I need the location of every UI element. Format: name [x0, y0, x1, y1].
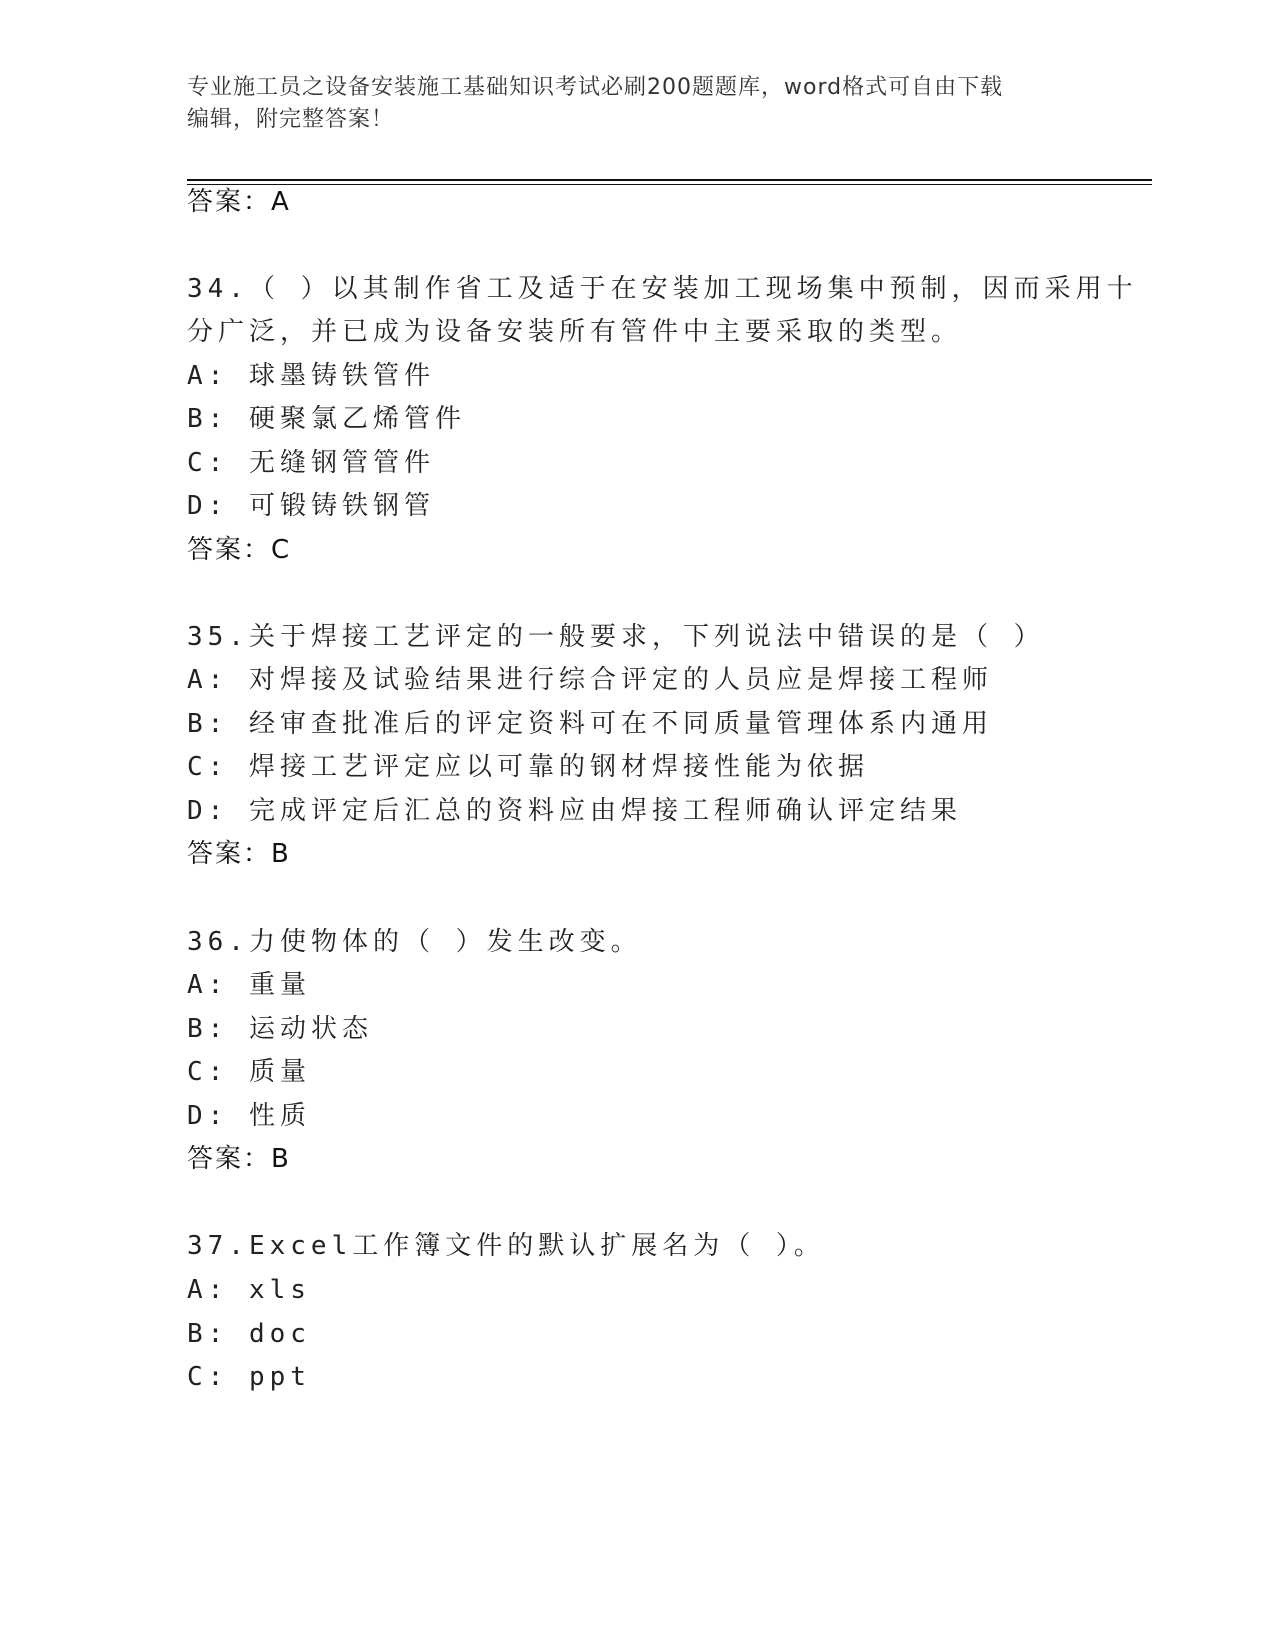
document-header [187, 72, 1067, 136]
option-d: D: 可锻铸铁钢管 [187, 491, 435, 521]
option-d: D: 性质 [187, 1101, 311, 1131]
option-c: C: 无缝钢管管件 [187, 448, 435, 478]
option-b: B: 硬聚氯乙烯管件 [187, 404, 466, 434]
option-b: B: 运动状态 [187, 1014, 373, 1044]
question-stem: 37.Excel工作簿文件的默认扩展名为（ ）。 [187, 1231, 825, 1261]
question-stem-continued: 分广泛，并已成为设备安装所有管件中主要采取的类型。 [187, 317, 963, 347]
answer-label: 答案：B [187, 839, 291, 869]
question-stem: 35.关于焊接工艺评定的一般要求，下列说法中错误的是（ ） [187, 622, 1045, 652]
option-c: C: 焊接工艺评定应以可靠的钢材焊接性能为依据 [187, 752, 869, 782]
question-stem: 36.力使物体的（ ）发生改变。 [187, 927, 642, 957]
question-stem: 34.（ ）以其制作省工及适于在安装加工现场集中预制，因而采用十 [187, 274, 1138, 304]
header-title-line-1: 专业施工员之设备安装施工基础知识考试必刷200题题库，word格式可自由下载 [187, 75, 1004, 100]
answer-label: 答案：B [187, 1144, 291, 1174]
option-d: D: 完成评定后汇总的资料应由焊接工程师确认评定结果 [187, 796, 962, 826]
option-a: A: 对焊接及试验结果进行综合评定的人员应是焊接工程师 [187, 665, 993, 695]
option-a: A: xls [187, 1275, 311, 1305]
header-rule-thick [187, 179, 1152, 181]
option-c: C: 质量 [187, 1057, 311, 1087]
option-b: B: doc [187, 1319, 311, 1349]
answer-label: 答案：A [187, 187, 291, 217]
header-title-line-2: 编辑，附完整答案！ [187, 107, 395, 132]
answer-label: 答案：C [187, 535, 292, 565]
option-a: A: 球墨铸铁管件 [187, 361, 435, 391]
option-b: B: 经审查批准后的评定资料可在不同质量管理体系内通用 [187, 709, 993, 739]
option-a: A: 重量 [187, 970, 311, 1000]
option-c: C: ppt [187, 1362, 311, 1392]
header-rule-thin [187, 184, 1152, 185]
